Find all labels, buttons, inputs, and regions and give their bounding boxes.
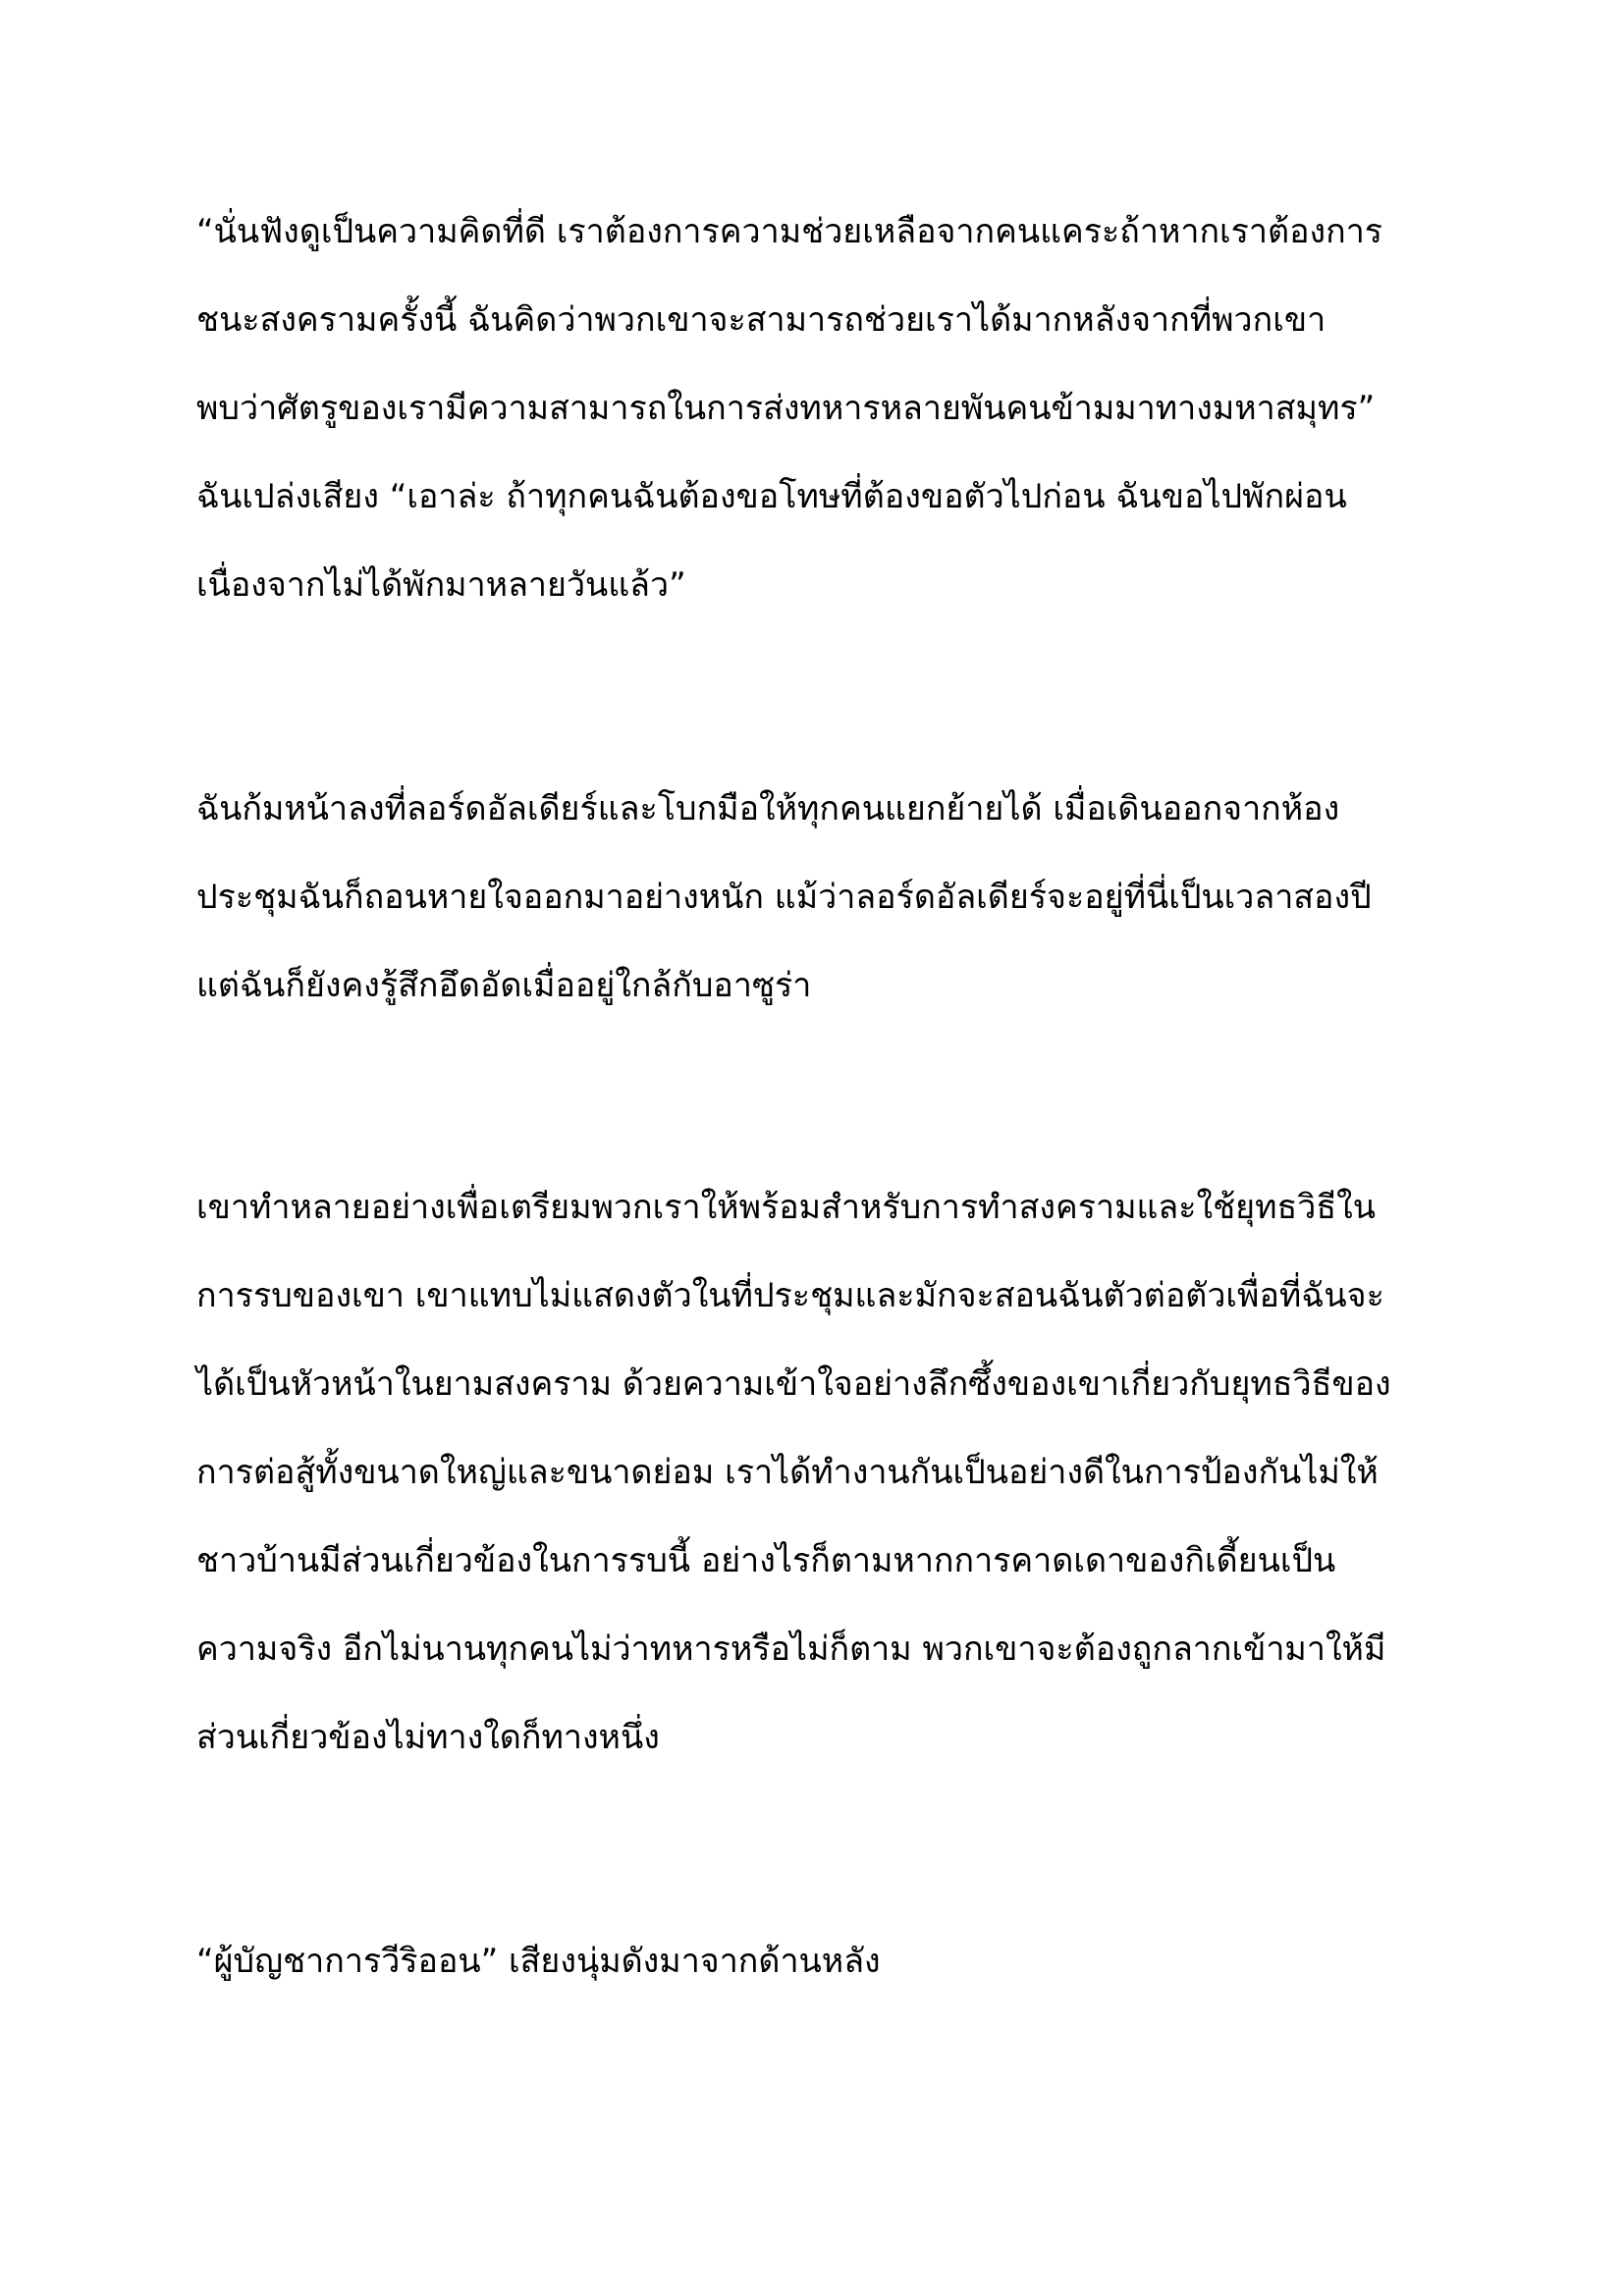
- paragraph-2-line-2: ประชุมฉันก็ถอนหายใจออกมาอย่างหนัก แม้ว่าลอร์ดอัลเดียร์จะอยู่ที่นี่เป็นเวลาสองปี: [196, 878, 1372, 917]
- paragraph-3-line-3: ได้เป็นหัวหน้าในยามสงคราม ด้วยความเข้าใจอย่างลึกซึ้งของเขาเกี่ยวกับยุทธวิธีของ: [196, 1364, 1391, 1404]
- paragraph-4-line-1: “ผู้บัญชาการวีริออน” เสียงนุ่มดังมาจากด้านหลัง: [196, 1942, 881, 1981]
- paragraph-3-line-5: ชาวบ้านมีส่วนเกี่ยวข้องในการรบนี้ อย่างไรก็ตามหากการคาดเดาของกิเดี้ยนเป็น: [196, 1541, 1336, 1580]
- paragraph-1-line-5: เนื่องจากไม่ได้พักมาหลายวันแล้ว”: [196, 565, 686, 605]
- paragraph-3-line-6: ความจริง อีกไม่นานทุกคนไม่ว่าทหารหรือไม่ก็ตาม พวกเขาจะต้องถูกลากเข้ามาให้มี: [196, 1629, 1386, 1669]
- paragraph-1-line-4: ฉันเปล่งเสียง “เอาล่ะ ถ้าทุกคนฉันต้องขอโทษที่ต้องขอตัวไปก่อน ฉันขอไปพักผ่อน: [196, 477, 1347, 516]
- paragraph-1-line-3: พบว่าศัตรูของเรามีความสามารถในการส่งทหารหลายพันคนข้ามมาทางมหาสมุทร”: [196, 389, 1376, 428]
- paragraph-3-line-7: ส่วนเกี่ยวข้องไม่ทางใดก็ทางหนึ่ง: [196, 1718, 660, 1757]
- paragraph-1-line-2: ชนะสงครามครั้งนี้ ฉันคิดว่าพวกเขาจะสามารถช่วยเราได้มากหลังจากที่พวกเขา: [196, 300, 1326, 340]
- paragraph-1-line-1: “นั่นฟังดูเป็นความคิดที่ดี เราต้องการความช่วยเหลือจากคนแคระถ้าหากเราต้องการ: [196, 212, 1383, 251]
- paragraph-3-line-4: การต่อสู้ทั้งขนาดใหญ่และขนาดย่อม เราได้ทำงานกันเป็นอย่างดีในการป้องกันไม่ให้: [196, 1453, 1379, 1492]
- paragraph-2-line-1: ฉันก้มหน้าลงที่ลอร์ดอัลเดียร์และโบกมือให้ทุกคนแยกย้ายได้ เมื่อเดินออกจากห้อง: [196, 789, 1340, 828]
- paragraph-2-line-3: แต่ฉันก็ยังคงรู้สึกอึดอัดเมื่ออยู่ใกล้กับอาซูร่า: [196, 966, 812, 1005]
- paragraph-3-line-2: การรบของเขา เขาแทบไม่แสดงตัวในที่ประชุมและมักจะสอนฉันตัวต่อตัวเพื่อที่ฉันจะ: [196, 1276, 1384, 1315]
- paragraph-3-line-1: เขาทำหลายอย่างเพื่อเตรียมพวกเราให้พร้อมสำหรับการทำสงครามและใช้ยุทธวิธีใน: [196, 1188, 1376, 1227]
